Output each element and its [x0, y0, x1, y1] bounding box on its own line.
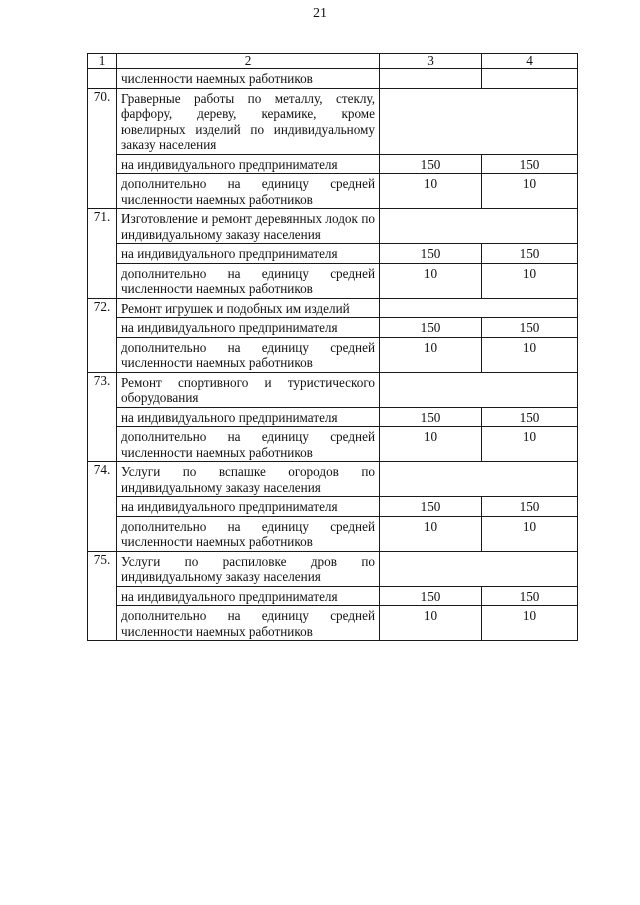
value-col4: 150 — [482, 586, 578, 606]
item-title: Граверные работы по металлу, стеклу, фарфору, дереву, керамике, кроме ювелирных изделий по индивидуальному заказу населения — [117, 88, 380, 154]
subrow-label: дополнительно на единицу средней численности наемных работников — [117, 516, 380, 551]
subrow-label: на индивидуального предпринимателя — [117, 154, 380, 174]
value-col4: 150 — [482, 497, 578, 517]
item-title: Ремонт игрушек и подобных им изделий — [117, 298, 380, 318]
item-number: 70. — [88, 88, 117, 209]
value-col4: 150 — [482, 407, 578, 427]
item-title-blank-cell — [380, 372, 578, 407]
subrow-label: дополнительно на единицу средней численности наемных работников — [117, 427, 380, 462]
subrow-label: дополнительно на единицу средней численности наемных работников — [117, 174, 380, 209]
continuation-text: численности наемных работников — [117, 69, 380, 89]
item-title: Изготовление и ремонт деревянных лодок по индивидуальному заказу населения — [117, 209, 380, 244]
page-number: 21 — [313, 6, 327, 21]
subrow-label: дополнительно на единицу средней численности наемных работников — [117, 606, 380, 641]
value-col3: 10 — [380, 337, 482, 372]
subrow-label: на индивидуального предпринимателя — [117, 318, 380, 338]
subrow-label: на индивидуального предпринимателя — [117, 586, 380, 606]
value-col3: 10 — [380, 174, 482, 209]
value-col3: 150 — [380, 586, 482, 606]
item-title: Услуги по вспашке огородов по индивидуальному заказу населения — [117, 462, 380, 497]
item-title: Ремонт спортивного и туристического оборудования — [117, 372, 380, 407]
table-row — [88, 372, 578, 407]
table-body — [88, 54, 578, 641]
table-subrow — [88, 337, 578, 372]
subrow-label: дополнительно на единицу средней численности наемных работников — [117, 337, 380, 372]
value-col3: 150 — [380, 407, 482, 427]
table-row — [88, 88, 578, 154]
item-title-blank-cell — [380, 298, 578, 318]
value-col3: 10 — [380, 516, 482, 551]
continuation-row — [88, 69, 578, 89]
value-col4: 150 — [482, 244, 578, 264]
value-col4: 10 — [482, 337, 578, 372]
table-row — [88, 298, 578, 318]
table-subrow — [88, 497, 578, 517]
value-col4: 150 — [482, 154, 578, 174]
row-number-cell — [88, 69, 117, 89]
header-col-3: 3 — [380, 54, 482, 69]
value-col3: 150 — [380, 244, 482, 264]
value-col3: 10 — [380, 606, 482, 641]
value-col3: 150 — [380, 497, 482, 517]
value-col4: 150 — [482, 318, 578, 338]
item-title-blank-cell — [380, 462, 578, 497]
item-title-blank-cell — [380, 209, 578, 244]
value-col4: 10 — [482, 174, 578, 209]
item-title: Услуги по распиловке дров по индивидуальному заказу населения — [117, 551, 380, 586]
table-row — [88, 209, 578, 244]
continuation-col4 — [482, 69, 578, 89]
subrow-label: дополнительно на единицу средней численности наемных работников — [117, 263, 380, 298]
table-subrow — [88, 244, 578, 264]
item-number: 73. — [88, 372, 117, 462]
table-subrow — [88, 606, 578, 641]
item-number: 71. — [88, 209, 117, 299]
value-col3: 10 — [380, 263, 482, 298]
header-col-2: 2 — [117, 54, 380, 69]
tariff-table — [87, 53, 578, 641]
subrow-label: на индивидуального предпринимателя — [117, 244, 380, 264]
subrow-label: на индивидуального предпринимателя — [117, 497, 380, 517]
header-col-4: 4 — [482, 54, 578, 69]
continuation-col3 — [380, 69, 482, 89]
table-row — [88, 551, 578, 586]
table-subrow — [88, 154, 578, 174]
value-col3: 150 — [380, 154, 482, 174]
value-col4: 10 — [482, 516, 578, 551]
table-subrow — [88, 427, 578, 462]
subrow-label: на индивидуального предпринимателя — [117, 407, 380, 427]
item-number: 72. — [88, 298, 117, 372]
table-subrow — [88, 174, 578, 209]
table-subrow — [88, 318, 578, 338]
table-subrow — [88, 263, 578, 298]
table-subrow — [88, 407, 578, 427]
value-col3: 150 — [380, 318, 482, 338]
value-col4: 10 — [482, 606, 578, 641]
value-col4: 10 — [482, 263, 578, 298]
value-col4: 10 — [482, 427, 578, 462]
header-col-1: 1 — [88, 54, 117, 69]
table-row — [88, 462, 578, 497]
table-header-row — [88, 54, 578, 69]
item-title-blank-cell — [380, 551, 578, 586]
item-title-blank-cell — [380, 88, 578, 154]
value-col3: 10 — [380, 427, 482, 462]
item-number: 75. — [88, 551, 117, 641]
table-subrow — [88, 516, 578, 551]
item-number: 74. — [88, 462, 117, 552]
table-subrow — [88, 586, 578, 606]
